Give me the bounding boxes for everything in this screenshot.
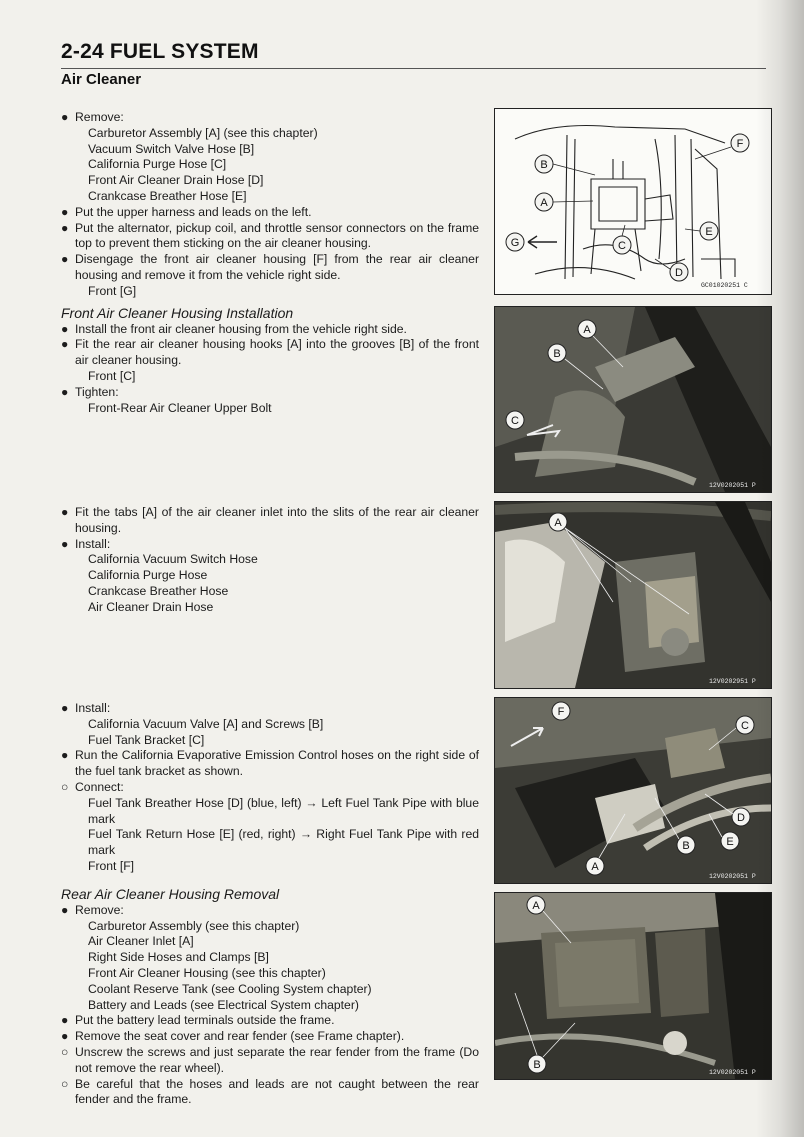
step: ● Fit the tabs [A] of the air cleaner inlet into the slits of the rear air cleaner housing. [61, 505, 479, 535]
callout-label: E [705, 226, 713, 238]
list-item: Crankcase Breather Hose [88, 583, 229, 598]
bullet-icon: ● [61, 337, 69, 352]
callout-label: A [554, 517, 562, 529]
list-item: Vacuum Switch Valve Hose [B] [88, 141, 255, 156]
callout-label: F [736, 138, 744, 150]
bullet-icon: ● [61, 1013, 69, 1028]
photo-drawing [495, 502, 771, 688]
list-item: California Purge Hose [C] [88, 157, 227, 172]
bullet-icon: ● [61, 220, 69, 235]
list-item: Air Cleaner Drain Hose [88, 599, 214, 614]
front-arrow-icon [528, 236, 557, 248]
photo-drawing [495, 893, 771, 1079]
figure-inlet-hoses-photo [494, 892, 772, 1080]
callout-label: C [618, 240, 626, 252]
hollow-bullet-icon: ○ [61, 779, 69, 794]
step: ● Disengage the front air cleaner housing [F] from the rear air cleaner housing and remove it from the vehicle right side. [61, 252, 479, 282]
step: ● Put the upper harness and leads on the left. [61, 204, 312, 219]
callout-label: D [737, 812, 745, 824]
vacuum-valve-block [61, 701, 479, 1108]
removal-block [61, 110, 479, 416]
callout-label: B [682, 840, 690, 852]
callout-label: C [741, 720, 749, 732]
list-item: Carburetor Assembly [A] (see this chapter) [88, 125, 318, 140]
figure-code: 12V0202051 P [709, 1069, 756, 1076]
bullet-icon: ● [61, 701, 69, 715]
bullet-icon: ● [61, 536, 69, 551]
step: ● Tighten: [61, 384, 119, 399]
callout-label: A [583, 324, 591, 336]
bullet-icon: ● [61, 505, 69, 519]
list-item: Carburetor Assembly (see this chapter) [88, 918, 300, 933]
list-item: Front-Rear Air Cleaner Upper Bolt [88, 400, 272, 415]
figure-code: 12V0202051 P [709, 873, 756, 880]
list-item: Fuel Tank Return Hose [E] (red, right) → Right Fuel Tank Pipe with red mark [88, 827, 479, 858]
list-item: California Vacuum Valve [A] and Screws [B] [88, 716, 324, 731]
step: ● Remove: [61, 902, 124, 917]
list-item: Fuel Tank Breather Hose [D] (blue, left) → Left Fuel Tank Pipe with blue mark [88, 795, 479, 826]
step: ● Remove the seat cover and rear fender (see Frame chapter). [61, 1029, 405, 1044]
step: ● Fit the rear air cleaner housing hooks [A] into the grooves [B] of the front air cleaner housing. [61, 337, 479, 368]
photo-drawing [495, 307, 771, 492]
list-item: California Purge Hose [88, 568, 208, 583]
step: ● Put the battery lead terminals outside the frame. [61, 1013, 335, 1028]
figure-carburetor-diagram [494, 108, 772, 295]
list-item: Battery and Leads (see Electrical System chapter) [88, 997, 359, 1012]
step: ● Install the front air cleaner housing from the vehicle right side. [61, 321, 407, 336]
list-item: Front Air Cleaner Housing (see this chapter) [88, 965, 326, 980]
bullet-icon: ● [61, 321, 69, 336]
figure-inlet-tabs-photo [494, 501, 772, 689]
step-note: Front [C] [88, 368, 136, 383]
callout-label: G [510, 237, 520, 249]
bullet-icon: ● [61, 204, 69, 219]
callout-label: B [540, 159, 548, 171]
callout-label: C [511, 415, 519, 427]
step: ● Run the California Evaporative Emission Control hoses on the right side of the fuel tank bracket as shown. [61, 748, 479, 779]
figure-housing-hooks-photo [494, 306, 772, 493]
bullet-icon: ● [61, 902, 69, 917]
figure-code: 12V0202051 P [709, 482, 756, 489]
callout-label: B [533, 1059, 541, 1071]
photo-drawing [495, 698, 771, 883]
step-note: Front [G] [88, 283, 137, 298]
step: ○ Connect: [61, 779, 124, 794]
callout-label: B [553, 348, 561, 360]
list-item: California Vacuum Switch Hose [88, 552, 258, 567]
list-item: Crankcase Breather Hose [E] [88, 188, 247, 203]
callout-label: A [540, 197, 548, 209]
callout-label: E [726, 836, 734, 848]
step: ○ Unscrew the screws and just separate the rear fender from the frame (Do not remove the rear wheel). [61, 1044, 479, 1075]
figure-vacuum-valve-photo [494, 697, 772, 884]
remove-label: Remove: [75, 110, 124, 124]
diagram-drawing [495, 109, 771, 294]
bullet-icon: ● [61, 384, 69, 399]
callout-label: D [675, 267, 683, 279]
step-note: Front [F] [88, 858, 135, 873]
figure-code: GC01020251 C [701, 282, 748, 289]
bullet-icon: ● [61, 110, 69, 124]
list-item: Air Cleaner Inlet [A] [88, 934, 194, 949]
list-item: Coolant Reserve Tank (see Cooling System chapter) [88, 981, 372, 996]
subsection-title: Front Air Cleaner Housing Installation [61, 304, 294, 321]
step: ● Put the alternator, pickup coil, and throttle sensor connectors on the frame top to prevent them sticking on the air cleaner housing. [61, 220, 479, 251]
step: ○ Be careful that the hoses and leads are not caught between the rear fender and the frame. [61, 1076, 479, 1107]
hollow-bullet-icon: ○ [61, 1076, 69, 1091]
list-item: Right Side Hoses and Clamps [B] [88, 950, 269, 965]
page-edge-shadow [756, 0, 804, 1137]
callout-label: A [591, 861, 599, 873]
step: ● Install: [61, 701, 111, 715]
hollow-bullet-icon: ○ [61, 1044, 69, 1059]
list-item: Front Air Cleaner Drain Hose [D] [88, 173, 264, 188]
figure-code: 12V0202951 P [709, 678, 756, 685]
inlet-block [61, 505, 479, 616]
remove-step [61, 110, 479, 126]
bullet-icon: ● [61, 1029, 69, 1044]
page-title: 2-24 FUEL SYSTEM [61, 40, 259, 63]
callout-label: A [532, 900, 540, 912]
bullet-icon: ● [61, 252, 69, 267]
header-rule [61, 68, 766, 69]
step: ● Install: [61, 536, 111, 551]
section-title: Air Cleaner [61, 71, 142, 88]
subsection-title: Rear Air Cleaner Housing Removal [61, 885, 280, 902]
list-item: Fuel Tank Bracket [C] [88, 732, 205, 747]
callout-label: F [557, 706, 565, 718]
bullet-icon: ● [61, 748, 69, 763]
